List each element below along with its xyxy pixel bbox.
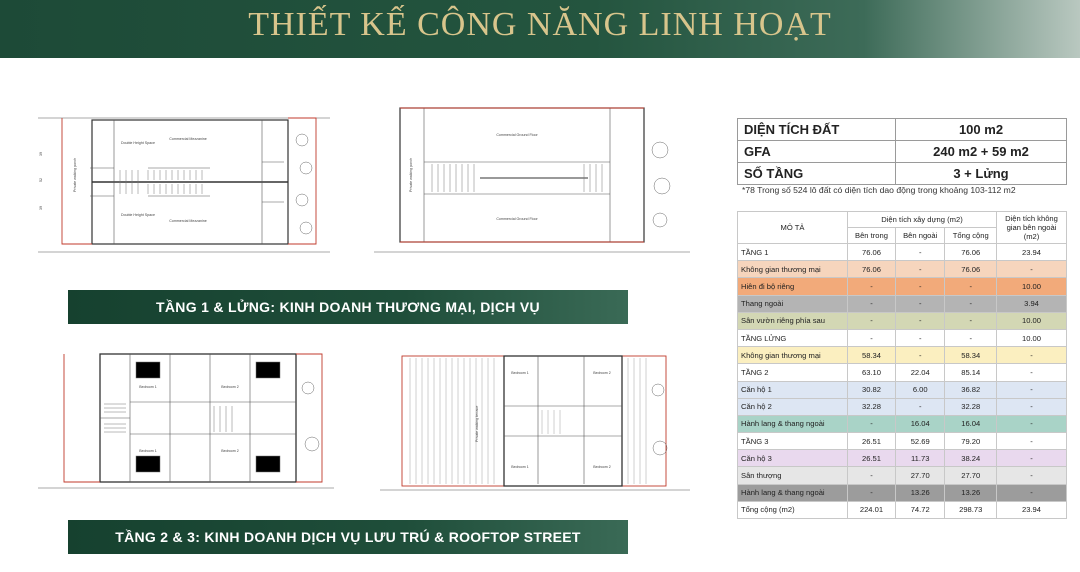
cell-inside: 76.06 — [848, 244, 896, 261]
cell-total: 298.73 — [945, 501, 997, 518]
table-row — [738, 364, 1067, 381]
cell-outspace: - — [997, 347, 1067, 364]
cell-outspace: - — [997, 450, 1067, 467]
cell-outspace: 10.00 — [997, 278, 1067, 295]
floor-plan-level2-drawing — [34, 348, 334, 498]
cell-total: 76.06 — [945, 261, 997, 278]
table-header-row — [738, 212, 1067, 228]
cell-outspace: 3.94 — [997, 295, 1067, 312]
floor-plan-level3-drawing — [378, 350, 690, 500]
cell-inside: - — [848, 312, 896, 329]
table-row — [738, 261, 1067, 278]
cell-desc: TẦNG LỬNG — [738, 329, 848, 346]
summary-row — [738, 163, 1067, 185]
side-label: Private walking porch — [73, 157, 77, 192]
table-row — [738, 295, 1067, 312]
cell-desc: TẦNG 2 — [738, 364, 848, 381]
side-label: Private walking terrace — [475, 405, 479, 442]
cell-total: 85.14 — [945, 364, 997, 381]
cell-outspace: - — [997, 381, 1067, 398]
cell-inside: - — [848, 467, 896, 484]
cell-inside: - — [848, 484, 896, 501]
cell-total: 16.04 — [945, 415, 997, 432]
header-bar — [0, 0, 1080, 58]
table-row — [738, 347, 1067, 364]
cell-outside: 22.04 — [895, 364, 944, 381]
cell-desc: Căn hộ 2 — [738, 398, 848, 415]
summary-row — [738, 119, 1067, 141]
col-header-desc: MÔ TẢ — [738, 212, 848, 244]
room-label: Bedroom 1 — [511, 371, 529, 375]
page-title: THIẾT KẾ CÔNG NĂNG LINH HOẠT — [248, 6, 832, 43]
cell-desc: Tổng cộng (m2) — [738, 501, 848, 518]
room-label: Bedroom 1 — [511, 465, 529, 469]
cell-outside: 6.00 — [895, 381, 944, 398]
summary-value: 100 m2 — [896, 119, 1067, 141]
dimension-label: 52 — [39, 178, 43, 182]
room-label: Commercial Mezzanine — [169, 137, 207, 141]
summary-label: SỐ TẦNG — [738, 163, 896, 185]
cell-outspace: 10.00 — [997, 312, 1067, 329]
cell-outside: 27.70 — [895, 467, 944, 484]
col-header-total: Tổng cộng — [945, 228, 997, 244]
room-label: Commercial Ground Floor — [496, 217, 538, 221]
cell-total: 38.24 — [945, 450, 997, 467]
cell-desc: Hành lang & thang ngoài — [738, 415, 848, 432]
dimension-label: 39 — [39, 152, 43, 156]
cell-total: - — [945, 295, 997, 312]
cell-outspace: - — [997, 433, 1067, 450]
cell-outside: - — [895, 329, 944, 346]
cell-desc: Không gian thương mại — [738, 347, 848, 364]
col-header-outside: Bên ngoài — [895, 228, 944, 244]
cell-outside: - — [895, 312, 944, 329]
cell-outspace: 23.94 — [997, 501, 1067, 518]
floor-plan-level2 — [34, 348, 334, 498]
table-row — [738, 484, 1067, 501]
cell-desc: Hiên đi bộ riêng — [738, 278, 848, 295]
room-label: Bedroom 1 — [139, 385, 157, 389]
cell-outside: - — [895, 244, 944, 261]
room-label: Bedroom 2 — [221, 385, 239, 389]
cell-outside: 74.72 — [895, 501, 944, 518]
cell-inside: - — [848, 415, 896, 432]
cell-total: 13.26 — [945, 484, 997, 501]
cell-inside: 32.28 — [848, 398, 896, 415]
cell-inside: - — [848, 295, 896, 312]
room-label: Double Height Space — [121, 141, 155, 145]
cell-desc: Căn hộ 3 — [738, 450, 848, 467]
summary-label: DIỆN TÍCH ĐẤT — [738, 119, 896, 141]
cell-inside: 26.51 — [848, 450, 896, 467]
col-header-built: Diện tích xây dựng (m2) — [848, 212, 997, 228]
banner-level2-3: TẦNG 2 & 3: KINH DOANH DỊCH VỤ LƯU TRÚ & ROOFTOP STREET — [68, 520, 628, 554]
table-row — [738, 398, 1067, 415]
cell-outspace: 10.00 — [997, 329, 1067, 346]
cell-desc: Không gian thương mại — [738, 261, 848, 278]
banner-ground-mezzanine: TẦNG 1 & LỬNG: KINH DOANH THƯƠNG MẠI, DỊCH VỤ — [68, 290, 628, 324]
cell-outspace: - — [997, 484, 1067, 501]
dimension-label: 39 — [39, 206, 43, 210]
cell-total: - — [945, 278, 997, 295]
cell-total: 32.28 — [945, 398, 997, 415]
cell-outside: 16.04 — [895, 415, 944, 432]
cell-outspace: - — [997, 415, 1067, 432]
cell-desc: TẦNG 1 — [738, 244, 848, 261]
floor-plan-mezzanine — [34, 112, 330, 260]
cell-outside: - — [895, 398, 944, 415]
cell-outside: 52.69 — [895, 433, 944, 450]
col-header-inside: Bên trong — [848, 228, 896, 244]
cell-outspace: - — [997, 467, 1067, 484]
cell-inside: 26.51 — [848, 433, 896, 450]
cell-total: 79.20 — [945, 433, 997, 450]
table-row — [738, 433, 1067, 450]
room-label: Bedroom 1 — [139, 449, 157, 453]
room-label: Commercial Mezzanine — [169, 219, 207, 223]
area-detail-table — [737, 211, 1067, 519]
summary-value: 240 m2 + 59 m2 — [896, 141, 1067, 163]
side-label: Private walking porch — [409, 157, 413, 192]
table-row — [738, 450, 1067, 467]
cell-outside: - — [895, 295, 944, 312]
cell-outspace: - — [997, 364, 1067, 381]
cell-total: 36.82 — [945, 381, 997, 398]
table-row — [738, 329, 1067, 346]
room-label: Bedroom 2 — [221, 449, 239, 453]
floor-plan-level3 — [378, 350, 690, 500]
cell-inside: 63.10 — [848, 364, 896, 381]
cell-outside: - — [895, 278, 944, 295]
table-row — [738, 244, 1067, 261]
room-label: Commercial Ground Floor — [496, 133, 538, 137]
cell-desc: Căn hộ 1 — [738, 381, 848, 398]
cell-desc: Sân thượng — [738, 467, 848, 484]
room-label: Double Height Space — [121, 213, 155, 217]
cell-outside: - — [895, 261, 944, 278]
table-row — [738, 381, 1067, 398]
cell-inside: 224.01 — [848, 501, 896, 518]
cell-total: 76.06 — [945, 244, 997, 261]
cell-outside: 13.26 — [895, 484, 944, 501]
cell-outspace: - — [997, 261, 1067, 278]
summary-value: 3 + Lửng — [896, 163, 1067, 185]
table-row — [738, 415, 1067, 432]
cell-inside: 76.06 — [848, 261, 896, 278]
cell-total: - — [945, 312, 997, 329]
summary-label: GFA — [738, 141, 896, 163]
cell-outspace: 23.94 — [997, 244, 1067, 261]
cell-desc: Sân vườn riêng phía sau — [738, 312, 848, 329]
floor-plan-ground-drawing — [372, 102, 690, 262]
cell-inside: - — [848, 329, 896, 346]
cell-inside: - — [848, 278, 896, 295]
cell-total: 58.34 — [945, 347, 997, 364]
cell-outspace: - — [997, 398, 1067, 415]
cell-desc: Hành lang & thang ngoài — [738, 484, 848, 501]
summary-table — [737, 118, 1067, 185]
cell-total: 27.70 — [945, 467, 997, 484]
cell-inside: 58.34 — [848, 347, 896, 364]
table-row — [738, 278, 1067, 295]
cell-outside: 11.73 — [895, 450, 944, 467]
table-row — [738, 312, 1067, 329]
table-row — [738, 467, 1067, 484]
footnote: *78 Trong số 524 lô đất có diện tích dao động trong khoảng 103-112 m2 — [742, 185, 1016, 195]
cell-inside: 30.82 — [848, 381, 896, 398]
table-row — [738, 501, 1067, 518]
room-label: Bedroom 2 — [593, 371, 611, 375]
room-label: Bedroom 2 — [593, 465, 611, 469]
cell-total: - — [945, 329, 997, 346]
floor-plan-mezzanine-drawing — [34, 112, 330, 260]
summary-row — [738, 141, 1067, 163]
cell-outside: - — [895, 347, 944, 364]
col-header-outspace: Diện tích không gian bên ngoài (m2) — [997, 212, 1067, 244]
cell-desc: TẦNG 3 — [738, 433, 848, 450]
floor-plan-ground — [372, 102, 690, 262]
cell-desc: Thang ngoài — [738, 295, 848, 312]
